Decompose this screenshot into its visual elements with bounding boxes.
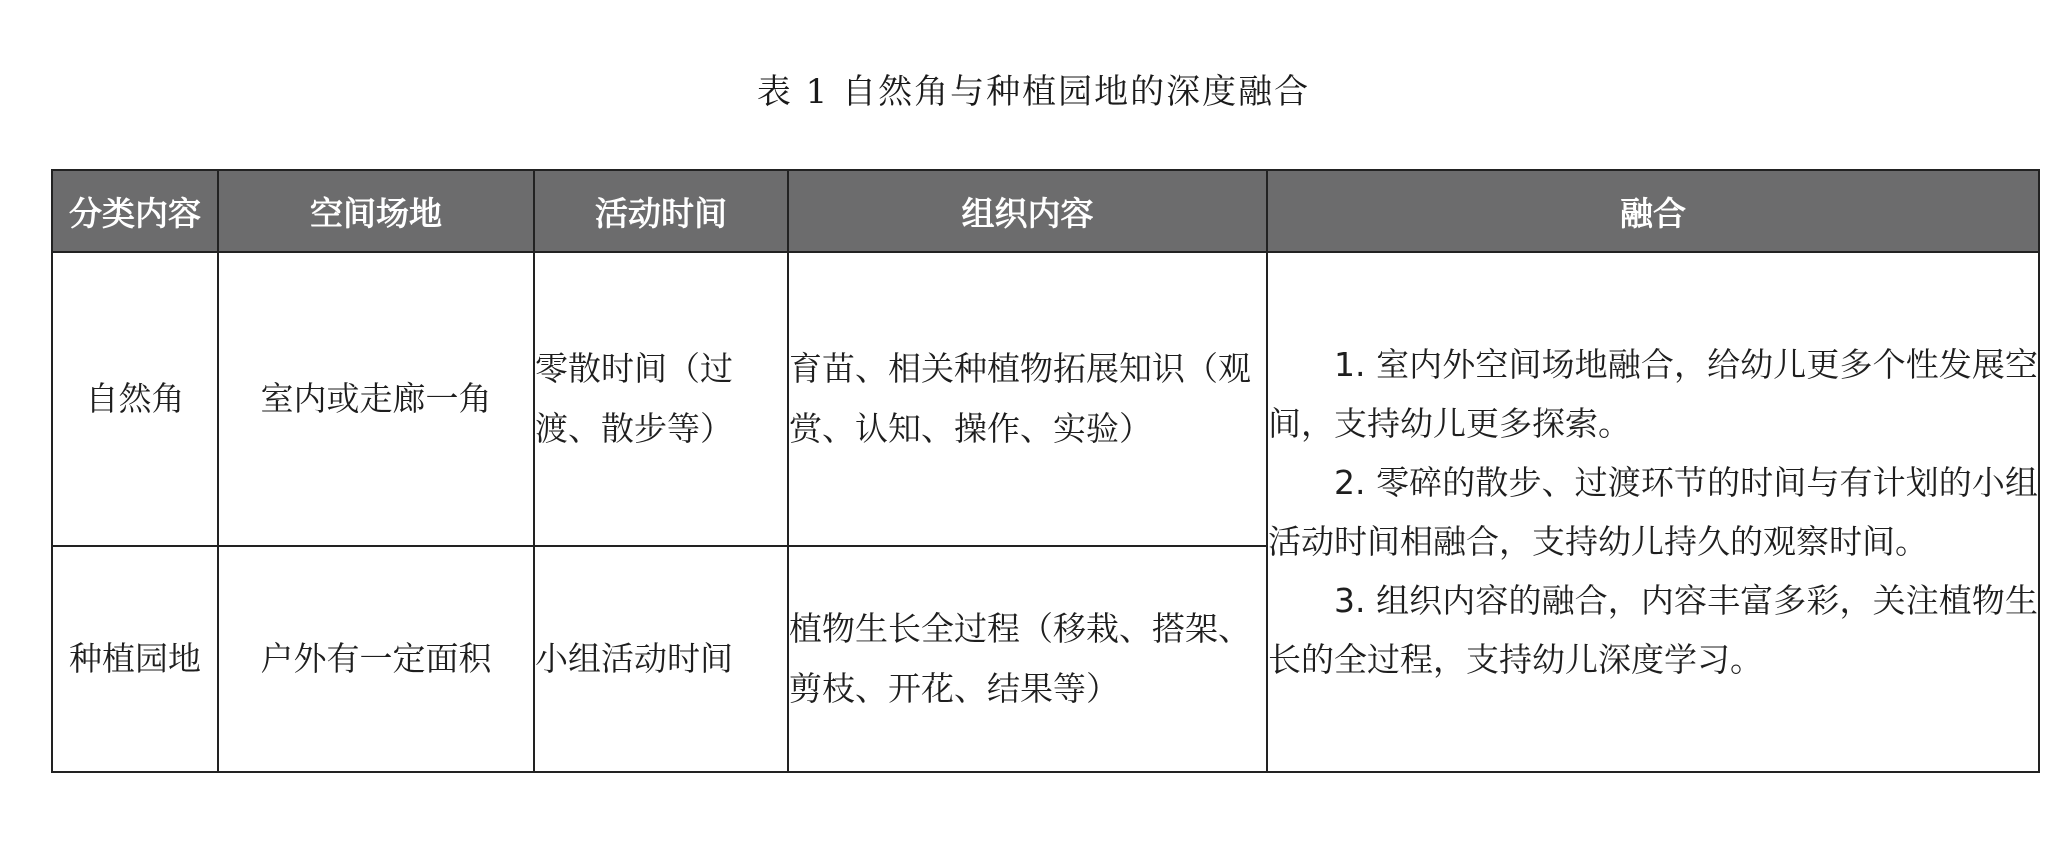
cell-time: 小组活动时间 <box>534 546 788 772</box>
cell-category: 自然角 <box>52 252 218 546</box>
cell-content: 植物生长全过程（移栽、搭架、剪枝、开花、结果等） <box>788 546 1267 772</box>
cell-space: 室内或走廊一角 <box>218 252 534 546</box>
header-content: 组织内容 <box>788 170 1267 252</box>
header-time: 活动时间 <box>534 170 788 252</box>
fusion-table <box>51 169 2040 773</box>
header-fusion: 融合 <box>1267 170 2039 252</box>
cell-category: 种植园地 <box>52 546 218 772</box>
fusion-point-1: 1. 室内外空间场地融合，给幼儿更多个性发展空间，支持幼儿更多探索。 <box>1268 345 2038 443</box>
table-header-row <box>52 170 2039 252</box>
header-category: 分类内容 <box>52 170 218 252</box>
fusion-point-2: 2. 零碎的散步、过渡环节的时间与有计划的小组活动时间相融合，支持幼儿持久的观察时间。 <box>1268 463 2038 561</box>
cell-content: 育苗、相关种植物拓展知识（观赏、认知、操作、实验） <box>788 252 1267 546</box>
cell-time: 零散时间（过渡、散步等） <box>534 252 788 546</box>
table-caption: 表 1 自然角与种植园地的深度融合 <box>756 72 1311 112</box>
cell-space: 户外有一定面积 <box>218 546 534 772</box>
table-row <box>52 252 2039 546</box>
fusion-point-3: 3. 组织内容的融合，内容丰富多彩，关注植物生长的全过程，支持幼儿深度学习。 <box>1268 581 2038 679</box>
cell-fusion <box>1267 252 2039 772</box>
header-space: 空间场地 <box>218 170 534 252</box>
